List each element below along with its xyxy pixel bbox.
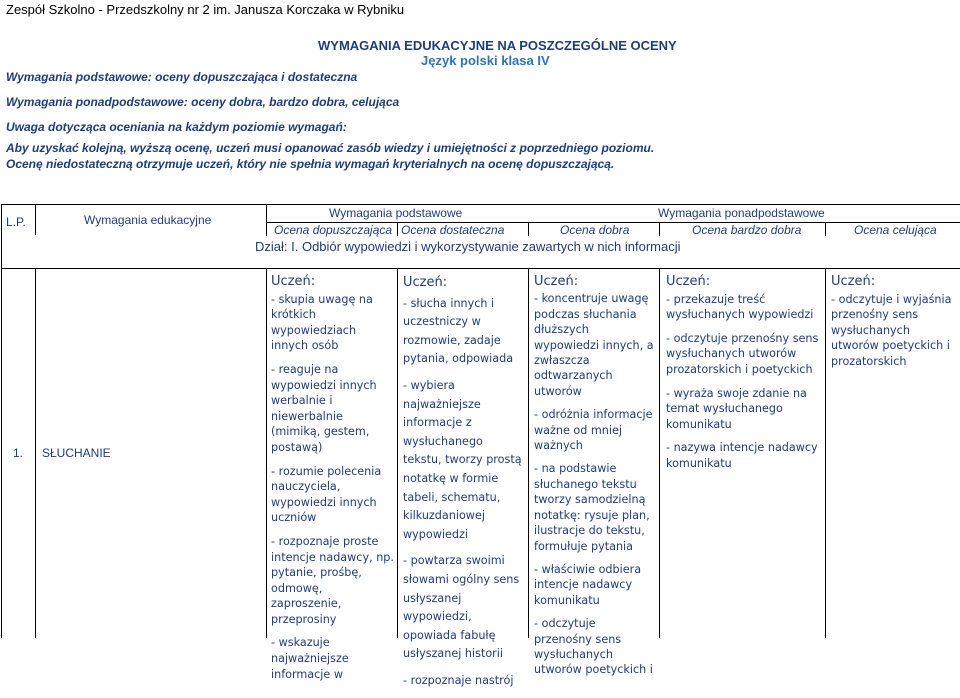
criterion: - odczytuje przenośny sens wysłuchanych utworów prozatorskich i poetyckich	[666, 331, 819, 376]
section-header: Dział: I. Odbiór wypowiedzi i wykorzystywanie zawartych w nich informacji	[255, 239, 681, 254]
grade-divider-3-top	[659, 222, 660, 236]
criterion: - odczytuje i wyjaśnia przenośny sens wysłuchanych utworów poetyckich i prozatorskich	[831, 292, 952, 368]
uczen-label: Uczeń:	[534, 274, 579, 289]
grade-header-3: Ocena dobra	[560, 223, 630, 237]
advanced-group-header: Wymagania ponadpodstawowe	[658, 206, 825, 220]
note-line-1: Aby uzyskać kolejną, wyższą ocenę, uczeń musi opanować zasób wiedzy i umiejętności z poprzedniego poziomu.	[6, 141, 655, 155]
col-divider-3	[528, 269, 529, 638]
lp-divider-top	[35, 205, 36, 235]
requirements-header: Wymagania edukacyjne	[84, 213, 212, 227]
criteria-dopuszczajaca	[271, 274, 395, 690]
criterion: - przekazuje treść wysłuchanych wypowiedzi	[666, 292, 814, 322]
note-line-2: Ocenę niedostateczną otrzymuje uczeń, który nie spełnia wymagań kryterialnych na ocenę dopuszczającą.	[6, 157, 615, 171]
grade-header-1: Ocena dopuszczająca	[274, 223, 393, 237]
grade-divider-2-top	[528, 222, 529, 236]
col-divider-5	[825, 269, 826, 638]
criterion: - skupia uwagę na krótkich wypowiedziach innych osób	[271, 292, 373, 353]
advanced-requirements: Wymagania ponadpodstawowe: oceny dobra, bardzo dobra, celująca	[6, 95, 400, 109]
criterion: - właściwie odbiera intencje nadawcy komunikatu	[534, 562, 642, 607]
uczen-label: Uczeń:	[831, 274, 876, 289]
requirements-table	[1, 204, 960, 687]
col-divider-1	[266, 269, 267, 638]
criterion: - nazywa intencje nadawcy komunikatu	[666, 441, 818, 470]
grade-divider-1-top	[397, 222, 398, 236]
basic-group-header: Wymagania podstawowe	[329, 206, 463, 220]
grade-header-5: Ocena celująca	[854, 223, 937, 237]
uczen-label: Uczeń:	[403, 275, 448, 290]
criterion: - wyraża swoje zdanie na temat wysłuchanego komunikatu	[666, 386, 807, 431]
school-name: Zespół Szkolno - Przedszkolny nr 2 im. Janusza Korczaka w Rybniku	[6, 2, 405, 17]
row-number: 1.	[13, 446, 24, 460]
header-bottom-line	[2, 268, 960, 269]
page-subtitle: Język polski klasa IV	[421, 53, 550, 68]
criteria-bardzo-dobra	[666, 274, 822, 480]
criterion: - rozumie polecenia nauczyciela, wypowiedzi innych uczniów	[271, 464, 382, 525]
criterion: - odczytuje przenośny sens wysłuchanych utworów poetyckich i	[534, 617, 653, 677]
criterion: - rozpoznaje proste intencje nadawcy, np. pytanie, prośbę, odmowę, zaproszenie, przeprosiny	[271, 534, 394, 626]
criterion: - reaguje na wypowiedzi innych werbalnie i niewerbalnie (mimiką, gestem, postawą)	[271, 362, 377, 454]
col-divider-4	[659, 269, 660, 638]
uczen-label: Uczeń:	[666, 274, 711, 289]
criterion: - na podstawie słuchanego tekstu tworzy samodzielną notatkę: rysuje plan, ilustracje do tekstu, formułuje pytania	[534, 462, 650, 553]
col-divider-2	[397, 269, 398, 638]
grade-divider-4-top	[825, 222, 826, 236]
criterion: - powtarza swoimi słowami ogólny sens usłyszanej wypowiedzi, opowiada fabułę usłyszanej historii	[403, 554, 520, 661]
criterion: - odróżnia informacje ważne od mniej ważnych	[534, 408, 653, 453]
criteria-dobra	[534, 274, 656, 686]
criterion: - wskazuje najważniejsze informacje w	[271, 636, 349, 681]
grade-header-4: Ocena bardzo dobra	[692, 223, 802, 237]
row-skill-name: SŁUCHANIE	[42, 446, 111, 460]
uczen-label: Uczeń:	[271, 274, 316, 289]
criterion: - koncentruje uwagę podczas słuchania dłuższych wypowiedzi innych, a zwłaszcza odtwarzanych utworów	[534, 292, 654, 398]
grade-header-2: Ocena dostateczna	[401, 223, 505, 237]
lp-header: L.P.	[6, 215, 26, 229]
criterion: - wybiera najważniejsze informacje z wysłuchanego tekstu, tworzy prostą notatkę w formie tabeli, schematu, kilkuzdaniowej wypowiedzi	[403, 378, 522, 541]
criterion: - słucha innych i uczestniczy w rozmowie, zadaje pytania, odpowiada	[403, 296, 514, 366]
req-divider-top	[266, 205, 267, 236]
note-title: Uwaga dotycząca oceniania na każdym poziomie wymagań:	[6, 120, 347, 134]
criteria-celujaca	[831, 274, 957, 378]
page-title: WYMAGANIA EDUKACYJNE NA POSZCZEGÓLNE OCENY	[318, 38, 677, 53]
criterion: - rozpoznaje nastrój	[403, 673, 514, 687]
basic-requirements: Wymagania podstawowe: oceny dopuszczająca i dostateczna	[6, 70, 358, 84]
criteria-dostateczna	[403, 274, 525, 698]
lp-divider	[35, 269, 36, 638]
